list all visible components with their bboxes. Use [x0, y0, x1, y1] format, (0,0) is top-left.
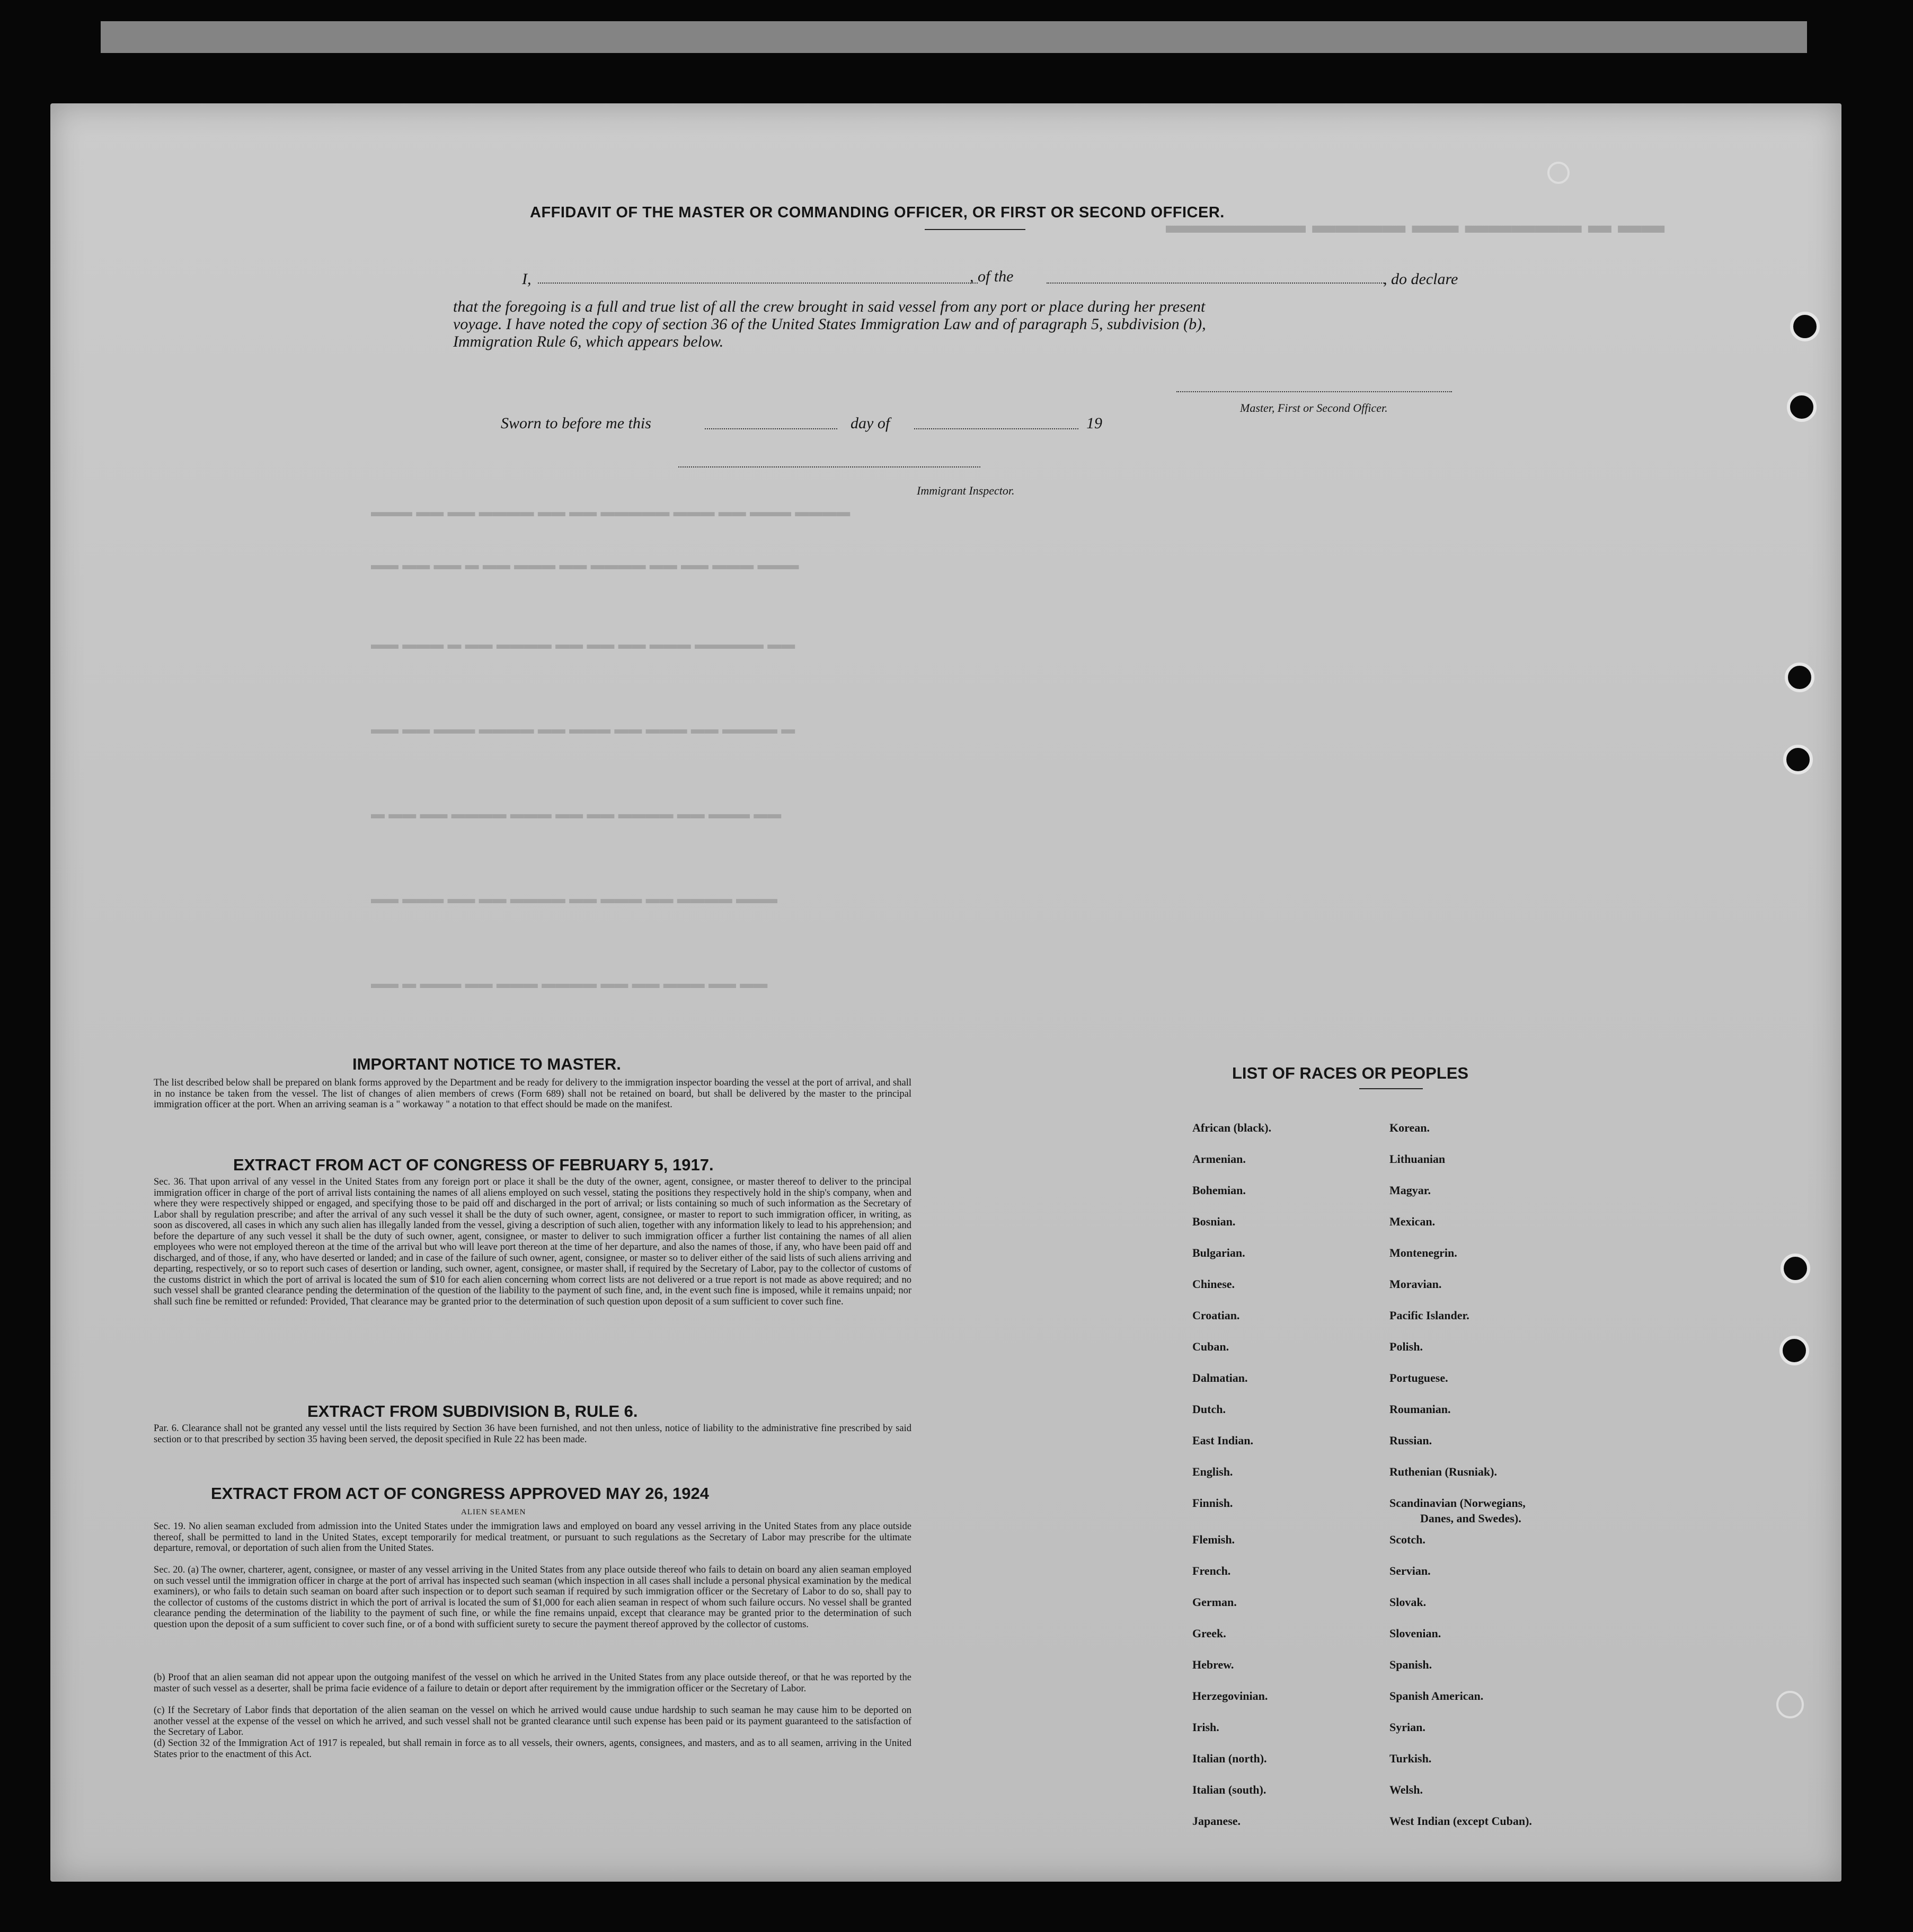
binder-hole: [1785, 663, 1814, 692]
extract-1924-sec20a: Sec. 20. (a) The owner, charterer, agent, consignee, or master of any vessel arriving in the United States from any place outside thereof who fails to detain on board any alien seaman employed on such vessel until the immigration officer in charge at the port of arrival has inspected such seaman (which inspection in all cases shall include a personal physical examination by the medical examiners), or who fails to detain such seaman on board after such inspection or to deport such seaman if required by such immigration officer or the Secretary of Labor to do so, shall pay to the collector of customs of the customs district in which the port of arrival is located the sum of $1,000 for each alien seaman in respect of whom such failure occurs. No vessel shall be granted clearance pending the determination of the liability to the payment of such fine, or while the fine remains unpaid, except that clearance may be granted prior to the determination of such question upon the deposit of a sum sufficient to cover such fine, or of a bond with sufficient surety to secure the payment thereof approved by the collector of customs.: [154, 1565, 911, 1630]
sworn-month-blank: [914, 428, 1078, 429]
race-item: Danes, and Swedes).: [1420, 1512, 1521, 1525]
extract-1924-sec20b: (b) Proof that an alien seaman did not appear upon the outgoing manifest of the vessel on which he arrived in the United States from any place outside thereof, or that he was reported by the master of such vessel as a deserter, shall be prima facie evidence of a failure to detain or deport after requirement by the immigration officer or the Secretary of Labor.: [154, 1672, 911, 1694]
race-item: Greek.: [1192, 1627, 1226, 1640]
binder-hole: [1781, 1254, 1810, 1283]
top-edge-strip: [101, 21, 1807, 53]
inspector-signature-blank: [678, 466, 980, 467]
race-item: Finnish.: [1192, 1496, 1233, 1510]
race-item: Croatian.: [1192, 1309, 1240, 1322]
race-item: Russian.: [1389, 1434, 1432, 1447]
race-item: Spanish.: [1389, 1658, 1432, 1671]
race-item: German.: [1192, 1595, 1237, 1609]
binder-hole: [1787, 392, 1817, 422]
extract-1924-title: EXTRACT FROM ACT OF CONGRESS APPROVED MAY 26, 1924: [211, 1484, 709, 1503]
race-item: Italian (north).: [1192, 1752, 1267, 1765]
extract-1917-text: Sec. 36. That upon arrival of any vessel in the United States from any foreign port or place it shall be the duty of the owner, agent, consignee, or master thereof to deliver to the principal immigration officer in charge of the port of arrival lists containing the names of all aliens employed on such vessel, stating the positions they respectively hold in the ship's company, when and where they were respectively shipped or engaged, and specifying those to be paid off and discharged in the port of arrival; or lists containing so much of such information as the Secretary of Labor shall by regulation prescribe; and after the arrival of any such vessel it shall be the duty of such owner, agent, consignee, or master to report to such immigration officer, in writing, as soon as discovered, all cases in which any such alien has illegally landed from the vessel, giving a description of such alien, together with any information likely to lead to his apprehension; and before the departure of any such vessel it shall be the duty of such owner, agent, consignee, or master to deliver to such immigration officer a further list containing the names of all alien employees who were not employed thereon at the time of the arrival but who will leave port thereon at the time of her departure, and also the names of those, if any, who have been paid off and discharged, and of those, if any, who have deserted or landed; and in case of the failure of such owner, agent, consignee, or master so to deliver either of the said lists of such aliens arriving and departing, respectively, or so to report such cases of desertion or landing, such owner, agent, consignee, or master shall, if required by the Secretary of Labor, pay to the collector of customs of the customs district in which the port of arrival is located the sum of $10 for each alien concerning whom correct lists are not delivered or a true report is not made as above required; and no such vessel shall be granted clearance pending the determination of the question of the liability to the payment of such fine, and, in the event such fine is imposed, while it remains unpaid; nor shall such fine be remitted or refunded: Provided, That clearance may be granted prior to the determination of such question upon deposit of a sum sufficient to cover such fine.: [154, 1177, 911, 1307]
extract-1924-sec20c: (c) If the Secretary of Labor finds that deportation of the alien seaman on the vessel on which he arrived would cause undue hardship to such seaman he may cause him to be deported on another vessel at the expense of the vessel on which he arrived, and such vessel shall not be granted clearance until such expense has been paid or its payment guaranteed to the satisfaction of the Secretary of Labor.: [154, 1705, 911, 1737]
race-item: Armenian.: [1192, 1152, 1246, 1166]
affidavit-i: I,: [522, 270, 532, 288]
vessel-blank: [1047, 283, 1386, 284]
race-item: East Indian.: [1192, 1434, 1253, 1447]
master-signature-blank: [1176, 391, 1452, 392]
race-item: Servian.: [1389, 1564, 1431, 1577]
name-blank: [538, 283, 978, 284]
race-item: Bulgarian.: [1192, 1246, 1245, 1259]
sworn-day-blank: [705, 428, 837, 429]
extract-1924-sec20d: (d) Section 32 of the Immigration Act of 1917 is repealed, but shall remain in force as to all vessels, their owners, agents, consignees, and masters, and as to all seamen, arriving in the United States prior to the enactment of this Act.: [154, 1738, 911, 1760]
affidavit-line3: voyage. I have noted the copy of section 36 of the United States Immigration Law and of paragraph 5, subdivision (b),: [453, 315, 1206, 333]
extract-1917-title: EXTRACT FROM ACT OF CONGRESS OF FEBRUARY 5, 1917.: [233, 1155, 714, 1174]
race-item: Portuguese.: [1389, 1371, 1448, 1384]
race-item: Scotch.: [1389, 1533, 1425, 1546]
rule6-text: Par. 6. Clearance shall not be granted any vessel until the lists required by Section 36 have been furnished, and not then unless, notice of liability to the administrative fine prescribed by said section or to that prescribed by section 35 having been served, the deposit specified in Rule 22 has been made.: [154, 1423, 911, 1445]
binder-hole: [1790, 312, 1820, 341]
binder-hole: [1776, 1691, 1804, 1718]
race-item: Japanese.: [1192, 1814, 1241, 1828]
affidavit-line4: Immigration Rule 6, which appears below.: [453, 333, 724, 350]
race-item: Bohemian.: [1192, 1184, 1246, 1197]
race-item: Montenegrin.: [1389, 1246, 1457, 1259]
inspector-caption: Immigrant Inspector.: [917, 484, 1015, 497]
race-item: Hebrew.: [1192, 1658, 1234, 1671]
master-caption: Master, First or Second Officer.: [1240, 401, 1388, 414]
affidavit-do-declare: , do declare: [1383, 270, 1458, 288]
race-item: West Indian (except Cuban).: [1389, 1814, 1532, 1828]
race-item: Cuban.: [1192, 1340, 1229, 1353]
race-item: Moravian.: [1389, 1277, 1442, 1291]
races-title-underline: [1359, 1088, 1423, 1089]
binder-hole: [1779, 1336, 1809, 1365]
race-item: Chinese.: [1192, 1277, 1235, 1291]
race-item: Herzegovinian.: [1192, 1689, 1268, 1702]
race-item: Scandinavian (Norwegians,: [1389, 1496, 1526, 1510]
race-item: Ruthenian (Rusniak).: [1389, 1465, 1497, 1478]
race-item: Slovak.: [1389, 1595, 1427, 1609]
race-item: Dutch.: [1192, 1402, 1226, 1416]
race-item: Bosnian.: [1192, 1215, 1236, 1228]
extract-1924-sec19: Sec. 19. No alien seaman excluded from admission into the United States under the immigration laws and employed on board any vessel arriving in the United States from any place outside thereof, shall be permitted to land in the United States, except temporarily for medical treatment, or pursuant to such regulations as the Secretary of Labor may prescribe for the ultimate departure, removal, or deportation of such alien from the United States.: [154, 1521, 911, 1554]
sworn-text: Sworn to before me this: [501, 414, 651, 432]
binder-hole: [1783, 745, 1813, 774]
affidavit-line2: that the foregoing is a full and true list of all the crew brought in said vessel from any port or place during her present: [453, 298, 1206, 315]
affidavit-of-the: , of the: [970, 268, 1014, 285]
affidavit-title: AFFIDAVIT OF THE MASTER OR COMMANDING OFFICER, OR FIRST OR SECOND OFFICER.: [530, 204, 1225, 221]
race-item: English.: [1192, 1465, 1233, 1478]
race-item: Pacific Islander.: [1389, 1309, 1469, 1322]
race-item: Irish.: [1192, 1721, 1219, 1734]
race-item: Slovenian.: [1389, 1627, 1441, 1640]
race-item: Dalmatian.: [1192, 1371, 1248, 1384]
punch-mark: [1547, 162, 1570, 184]
races-title: LIST OF RACES OR PEOPLES: [1232, 1064, 1469, 1082]
alien-seamen-subtitle: ALIEN SEAMEN: [461, 1508, 526, 1516]
race-item: Mexican.: [1389, 1215, 1436, 1228]
race-item: Syrian.: [1389, 1721, 1425, 1734]
race-item: Italian (south).: [1192, 1783, 1267, 1796]
race-item: Magyar.: [1389, 1184, 1431, 1197]
race-item: African (black).: [1192, 1121, 1272, 1134]
rule6-title: EXTRACT FROM SUBDIVISION B, RULE 6.: [307, 1402, 638, 1421]
year-prefix: 19: [1086, 414, 1102, 432]
race-item: Flemish.: [1192, 1533, 1235, 1546]
notice-title: IMPORTANT NOTICE TO MASTER.: [352, 1055, 621, 1073]
notice-text: The list described below shall be prepared on blank forms approved by the Department and be ready for delivery to the immigration inspector boarding the vessel at the port of arrival, and shall in no instance be taken from the vessel. The list of changes of alien members of crews (Form 689) shall not be retained on board, but shall be delivered by the master to the principal immigration officer at the port. When an arriving seaman is a " workaway " a notation to that effect should be made on the manifest.: [154, 1078, 911, 1110]
race-item: Spanish American.: [1389, 1689, 1484, 1702]
title-underline: [925, 229, 1025, 230]
race-item: Korean.: [1389, 1121, 1430, 1134]
race-item: Turkish.: [1389, 1752, 1432, 1765]
race-item: Lithuanian: [1389, 1152, 1446, 1166]
day-of-text: day of: [851, 414, 890, 432]
race-item: French.: [1192, 1564, 1231, 1577]
race-item: Welsh.: [1389, 1783, 1423, 1796]
race-item: Roumanian.: [1389, 1402, 1451, 1416]
race-item: Polish.: [1389, 1340, 1423, 1353]
